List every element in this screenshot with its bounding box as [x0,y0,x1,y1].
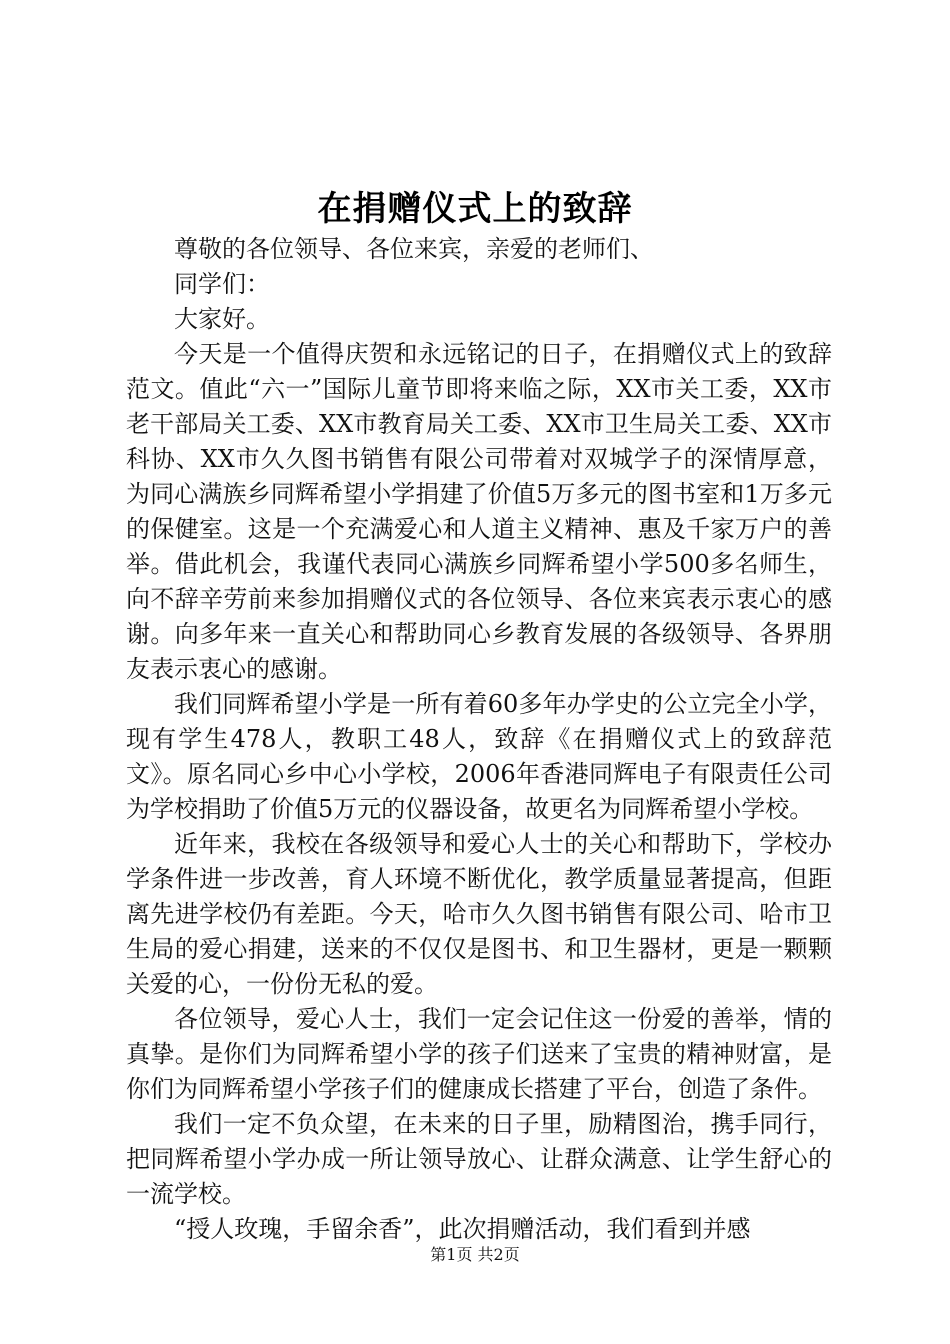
body-paragraph: “授人玫瑰，手留余香”，此次捐赠活动，我们看到并感 [174,1215,751,1243]
greeting-line: 大家好。 [174,305,270,333]
body-paragraph: 近年来，我校在各级领导和爱心人士的关心和帮助下，学校办学条件进一步改善，育人环境不断优化，教学质量显著提高，但距离先进学校仍有差距。今天，哈市久久图书销售有限公司、哈市卫生局的爱心捐建，送来的不仅仅是图书、和卫生器材，更是一颗颗关爱的心，一份份无私的爱。 [126,830,832,998]
salutation-line: 尊敬的各位领导、各位来宾，亲爱的老师们、 [174,235,654,263]
document-body [126,232,832,1247]
salutation-line: 同学们： [174,270,270,298]
body-paragraph: 各位领导，爱心人士，我们一定会记住这一份爱的善举，情的真挚。是你们为同辉希望小学的孩子们送来了宝贵的精神财富，是你们为同辉希望小学孩子们的健康成长搭建了平台，创造了条件。 [126,1005,832,1103]
body-paragraph: 今天是一个值得庆贺和永远铭记的日子，在捐赠仪式上的致辞范文。值此“六一”国际儿童节即将来临之际，XX市关工委，XX市老干部局关工委、XX市教育局关工委、XX市卫生局关工委、XX市科协、XX市久久图书销售有限公司带着对双城学子的深情厚意，为同心满族乡同辉希望小学捐建了价值5万多元的图书室和1万多元的保健室。这是一个充满爱心和人道主义精神、惠及千家万户的善举。借此机会，我谨代表同心满族乡同辉希望小学500多名师生，向不辞辛劳前来参加捐赠仪式的各位领导、各位来宾表示衷心的感谢。向多年来一直关心和帮助同心乡教育发展的各级领导、各界朋友表示衷心的感谢。 [126,340,832,683]
page-footer: 第1页 共2页 [430,1245,520,1264]
document-title: 在捐赠仪式上的致辞 [317,189,633,229]
body-paragraph: 我们同辉希望小学是一所有着60多年办学史的公立完全小学，现有学生478人，教职工48人，致辞《在捐赠仪式上的致辞范文》。原名同心乡中心小学校，2006年香港同辉电子有限责任公司为学校捐助了价值5万元的仪器设备，故更名为同辉希望小学校。 [126,690,832,823]
body-paragraph: 我们一定不负众望，在未来的日子里，励精图治，携手同行，把同辉希望小学办成一所让领导放心、让群众满意、让学生舒心的一流学校。 [126,1110,832,1208]
